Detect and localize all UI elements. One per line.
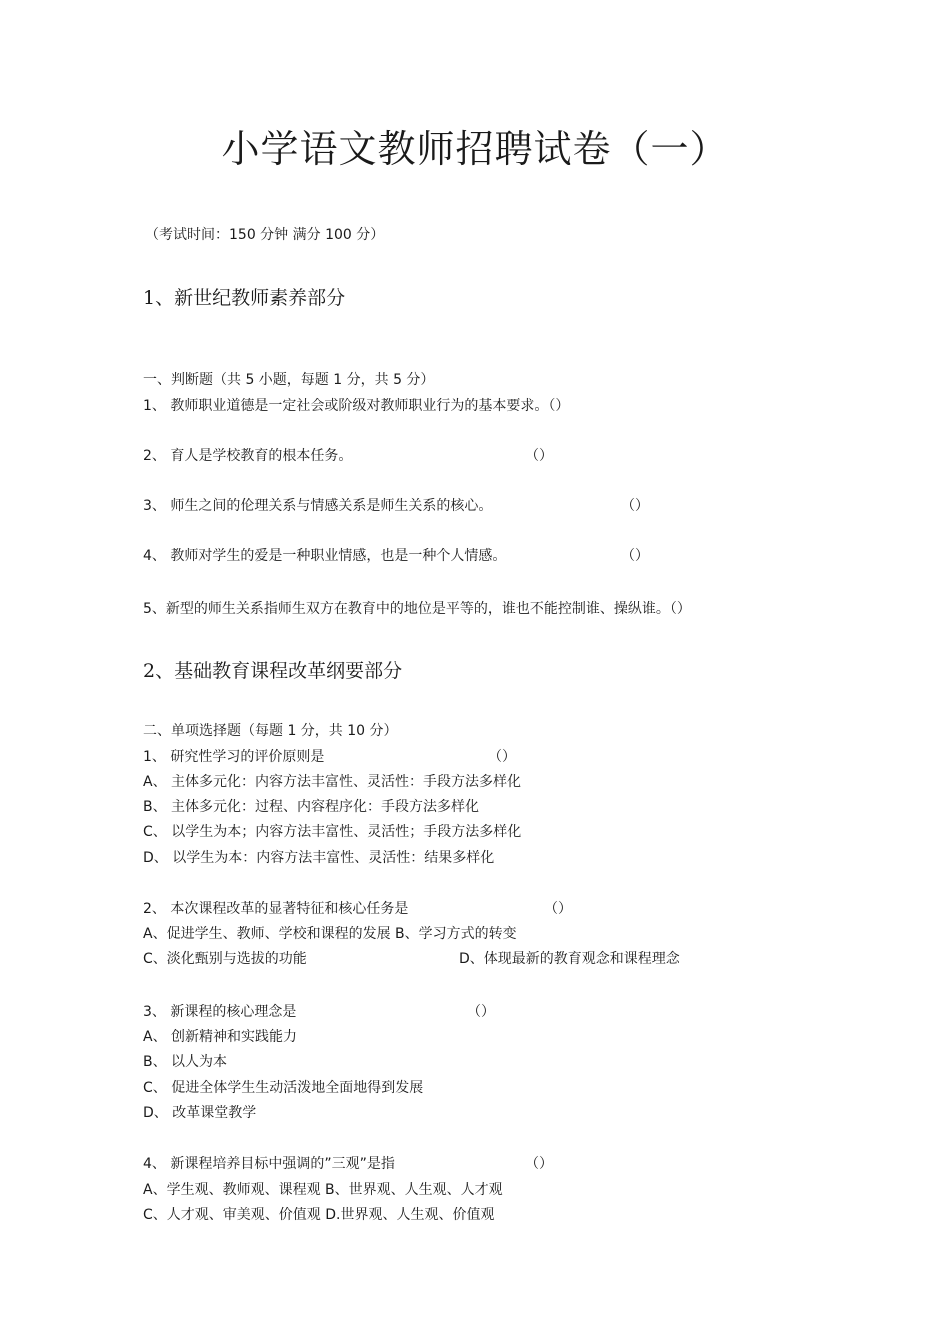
exam-info: （考试时间：150 分钟 满分 100 分） — [145, 227, 385, 243]
question-1-blank: （） — [488, 749, 516, 765]
judge-item-1: 1、 教师职业道德是一定社会或阶级对教师职业行为的基本要求。（） — [143, 398, 570, 414]
question-3-option-c: C、 促进全体学生生动活泼地全面地得到发展 — [143, 1080, 424, 1096]
question-2-stem: 2、 本次课程改革的显著特征和核心任务是 — [143, 901, 409, 917]
question-3-blank: （） — [467, 1004, 495, 1020]
part2-section-title: 二、单项选择题（每题 1 分，共 10 分） — [143, 723, 398, 739]
question-3-option-b: B、 以人为本 — [143, 1054, 228, 1070]
judge-item-2-blank: （） — [525, 448, 553, 464]
judge-item-3-blank: （） — [621, 498, 649, 514]
question-2-option-c: C、淡化甄别与选拔的功能 — [143, 951, 307, 967]
part1-heading: 1、新世纪教师素养部分 — [143, 287, 346, 309]
question-4-options-cd: C、人才观、审美观、价值观 D.世界观、人生观、价值观 — [143, 1207, 495, 1223]
question-3-stem: 3、 新课程的核心理念是 — [143, 1004, 297, 1020]
part2-heading: 2、基础教育课程改革纲要部分 — [143, 660, 403, 682]
question-4-options-ab: A、学生观、教师观、课程观 B、世界观、人生观、人才观 — [143, 1182, 503, 1198]
question-4-stem: 4、 新课程培养目标中强调的”三观”是指 — [143, 1156, 395, 1172]
judge-item-4-blank: （） — [621, 548, 649, 564]
part1-section-title: 一、判断题（共 5 小题，每题 1 分，共 5 分） — [143, 372, 435, 388]
question-3-option-d: D、 改革课堂教学 — [143, 1105, 257, 1121]
question-4-blank: （） — [525, 1156, 553, 1172]
question-1-option-a: A、 主体多元化：内容方法丰富性、灵活性：手段方法多样化 — [143, 774, 522, 790]
judge-item-3: 3、 师生之间的伦理关系与情感关系是师生关系的核心。 — [143, 498, 493, 514]
question-2-option-d: D、体现最新的教育观念和课程理念 — [459, 951, 680, 967]
judge-item-2: 2、 育人是学校教育的根本任务。 — [143, 448, 353, 464]
question-3-option-a: A、 创新精神和实践能力 — [143, 1029, 298, 1045]
question-1-stem: 1、 研究性学习的评价原则是 — [143, 749, 325, 765]
judge-item-5: 5、新型的师生关系指师生双方在教育中的地位是平等的，谁也不能控制谁、操纵谁。（） — [143, 601, 691, 617]
judge-item-4: 4、 教师对学生的爱是一种职业情感，也是一种个人情感。 — [143, 548, 507, 564]
question-1-option-d: D、 以学生为本：内容方法丰富性、灵活性：结果多样化 — [143, 850, 495, 866]
question-2-options-ab: A、促进学生、教师、学校和课程的发展 B、学习方式的转变 — [143, 926, 517, 942]
question-1-option-b: B、 主体多元化：过程、内容程序化：手段方法多样化 — [143, 799, 480, 815]
page-title: 小学语文教师招聘试卷（一） — [221, 127, 729, 171]
question-1-option-c: C、 以学生为本；内容方法丰富性、灵活性；手段方法多样化 — [143, 824, 522, 840]
question-2-blank: （） — [544, 901, 572, 917]
